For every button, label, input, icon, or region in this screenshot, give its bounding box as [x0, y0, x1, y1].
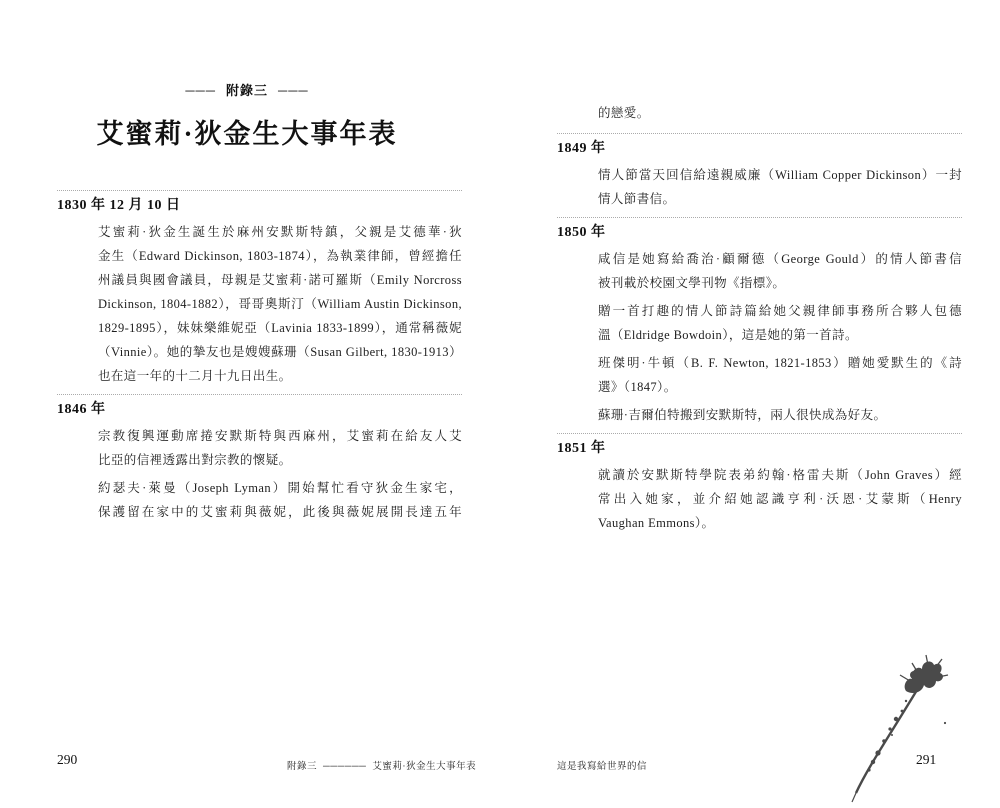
- pressed-flower-sketch: [840, 635, 960, 805]
- entry-body: [557, 247, 962, 427]
- paragraph: [98, 476, 462, 524]
- text-line: 情人節當天回信給遠親威廉（William Copper Dickinson）一封: [598, 168, 962, 182]
- text-line: 溫（Eldridge Bowdoin），這是她的第一首詩。: [598, 328, 858, 342]
- text-line: 州議員與國會議員，母親是艾蜜莉·諾可羅斯（Emily Norcross: [98, 273, 462, 287]
- paragraph: [598, 403, 962, 427]
- paragraph: [598, 463, 962, 535]
- page-number-right: 291: [916, 752, 937, 767]
- entry-year-heading: 1846 年: [57, 402, 106, 417]
- continuation-line: 的戀愛。: [598, 106, 650, 120]
- text-line: 蘇珊·吉爾伯特搬到安默斯特，兩人很快成為好友。: [598, 408, 887, 422]
- entry-year-heading: 1851 年: [557, 441, 606, 456]
- text-line: 贈一首打趣的情人節詩篇給她父親律師事務所合夥人包德: [598, 304, 962, 318]
- entry-year-heading: 1830 年 12 月 10 日: [57, 198, 181, 213]
- footer-title: 艾蜜莉·狄金生大事年表: [372, 762, 477, 772]
- text-line: 1829-1895），妹妹樂維妮亞（Lavinia 1833-1899），通常稱薇妮: [98, 321, 462, 335]
- text-line: 約瑟夫·萊曼（Joseph Lyman）開始幫忙看守狄金生家宅，: [98, 481, 462, 495]
- text-line: 班傑明·牛頓（B. F. Newton, 1821-1853）贈她愛默生的《詩: [598, 356, 962, 370]
- entry-body: [57, 424, 462, 524]
- chronology-entry: [557, 133, 962, 217]
- text-line: （Vinnie）。她的摯友也是嫂嫂蘇珊（Susan Gilbert, 1830-1913）: [98, 345, 462, 359]
- chronology-entry: [557, 217, 962, 433]
- entry-body: [557, 463, 962, 535]
- page-number-left: 290: [57, 752, 78, 767]
- footer-dash: ──────: [323, 762, 367, 772]
- appendix-header: [57, 80, 437, 99]
- text-line: 比亞的信裡透露出對宗教的懷疑。: [98, 453, 292, 467]
- header-dash-left: ───: [185, 83, 216, 98]
- chronology-list-right: [557, 133, 962, 541]
- page-title: 艾蜜莉·狄金生大事年表: [96, 119, 398, 149]
- chronology-list-left: [57, 190, 462, 530]
- text-line: Dickinson, 1804-1882），哥哥奧斯汀（William Austin Dickinson,: [98, 297, 462, 311]
- text-line: 就讀於安默斯特學院表弟約翰·格雷夫斯（John Graves）經: [598, 468, 962, 482]
- text-line: 艾蜜莉·狄金生誕生於麻州安默斯特鎮，父親是艾德華·狄: [98, 225, 462, 239]
- paragraph: [98, 220, 462, 388]
- header-dash-right: ───: [278, 83, 309, 98]
- paragraph: [598, 299, 962, 347]
- text-line: 金生（Edward Dickinson, 1803-1874），為執業律師，曾經擔任: [98, 249, 462, 263]
- entry-body: [57, 220, 462, 388]
- chronology-entry: [57, 394, 462, 530]
- text-line: Vaughan Emmons）。: [598, 516, 715, 530]
- appendix-label: 附錄三: [225, 83, 268, 98]
- paragraph: [598, 351, 962, 399]
- text-line: 選》（1847）。: [598, 380, 677, 394]
- running-footer-right: 這是我寫給世界的信: [557, 762, 648, 772]
- entry-body: [557, 163, 962, 211]
- chronology-entry: [557, 433, 962, 541]
- entry-year-heading: 1849 年: [557, 141, 606, 156]
- entry-year-heading: 1850 年: [557, 225, 606, 240]
- text-line: 咸信是她寫給喬治·顧爾德（George Gould）的情人節書信: [598, 252, 962, 266]
- page-head: [57, 80, 437, 151]
- text-line: 情人節書信。: [598, 192, 676, 206]
- running-footer-left: [287, 758, 476, 772]
- text-line: 保護留在家中的艾蜜莉與薇妮，此後與薇妮展開長達五年: [98, 505, 462, 519]
- text-line: 宗教復興運動席捲安默斯特與西麻州，艾蜜莉在給友人艾: [98, 429, 462, 443]
- text-line: 被刊載於校園文學刊物《指標》。: [598, 276, 786, 290]
- paragraph: [598, 247, 962, 295]
- paragraph: [98, 424, 462, 472]
- chronology-entry: [57, 190, 462, 394]
- paragraph: [598, 163, 962, 211]
- text-line: 也在這一年的十二月十九日出生。: [98, 369, 292, 383]
- footer-appendix-label: 附錄三: [287, 762, 318, 772]
- text-line: 常出入她家，並介紹她認識亨利·沃恩·艾蒙斯（Henry: [598, 492, 962, 506]
